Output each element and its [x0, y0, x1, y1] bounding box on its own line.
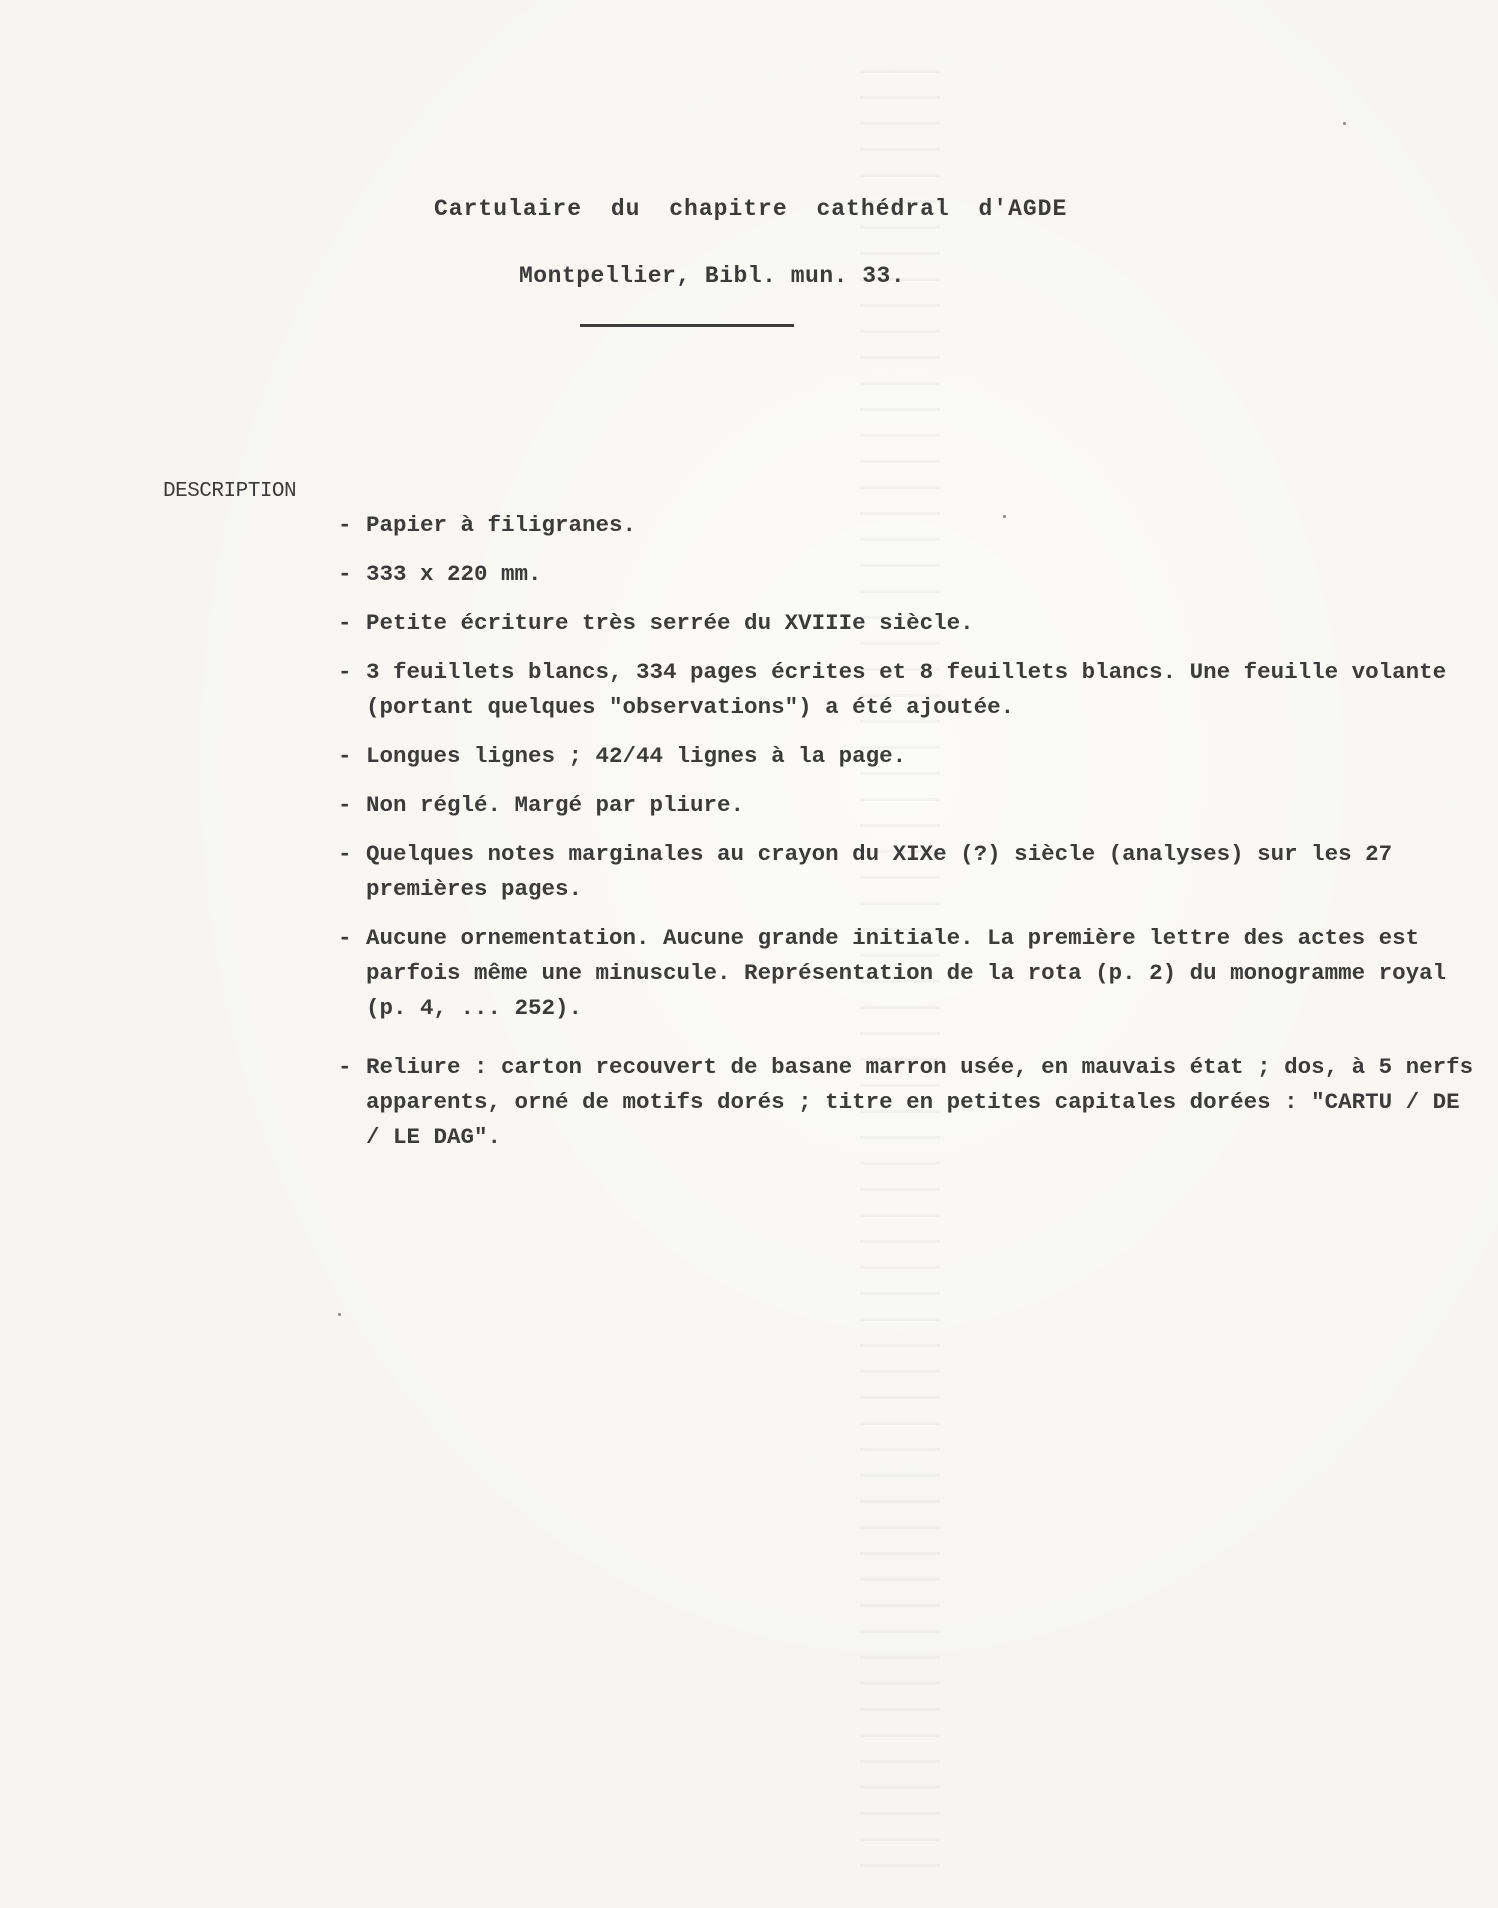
document-title: Cartulaire du chapitre cathédral d'AGDE — [434, 196, 1068, 222]
list-item-text: Non réglé. Margé par pliure. — [366, 792, 745, 818]
paper-speck — [1003, 515, 1006, 518]
list-item — [334, 921, 1484, 1026]
list-item-text: Aucune ornementation. Aucune grande initiale. La première lettre des actes est parfois même une minuscule. Représentation de la rota (p. 2) du monogramme royal (p. 4, ... 252). — [366, 925, 1447, 1021]
paper-speck — [338, 1313, 341, 1316]
list-item — [334, 739, 1484, 774]
bullet-dash: - — [338, 925, 352, 951]
bullet-dash: - — [338, 512, 352, 538]
bullet-dash: - — [338, 743, 352, 769]
list-item — [334, 606, 1484, 641]
list-item-text: Longues lignes ; 42/44 lignes à la page. — [366, 743, 907, 769]
paper-speck — [1343, 122, 1346, 125]
list-item-text: Petite écriture très serrée du XVIIIe siècle. — [366, 610, 974, 636]
list-item-text: Papier à filigranes. — [366, 512, 637, 538]
list-item-text: Quelques notes marginales au crayon du XIXe (?) siècle (analyses) sur les 27 premières pages. — [366, 841, 1393, 902]
bullet-dash: - — [338, 1054, 352, 1080]
bullet-dash: - — [338, 610, 352, 636]
list-item — [334, 788, 1484, 823]
list-item-text: 333 x 220 mm. — [366, 561, 542, 587]
list-item-text: Reliure : carton recouvert de basane marron usée, en mauvais état ; dos, à 5 nerfs apparents, orné de motifs dorés ; titre en petites capitales dorées : "CARTU / DE / LE DAG". — [366, 1054, 1474, 1150]
bullet-dash: - — [338, 792, 352, 818]
list-item-text: 3 feuillets blancs, 334 pages écrites et 8 feuillets blancs. Une feuille volante (portant quelques "observations") a été ajoutée. — [366, 659, 1447, 720]
list-item — [334, 837, 1484, 907]
list-item — [334, 508, 1484, 543]
list-item — [334, 1050, 1484, 1155]
bullet-dash: - — [338, 659, 352, 685]
bullet-dash: - — [338, 841, 352, 867]
section-label-description: DESCRIPTION — [163, 480, 297, 503]
description-list — [334, 508, 1484, 1169]
list-item — [334, 655, 1484, 725]
document-subtitle: Montpellier, Bibl. mun. 33. — [519, 263, 906, 289]
title-underline — [580, 324, 794, 327]
list-item — [334, 557, 1484, 592]
bullet-dash: - — [338, 561, 352, 587]
